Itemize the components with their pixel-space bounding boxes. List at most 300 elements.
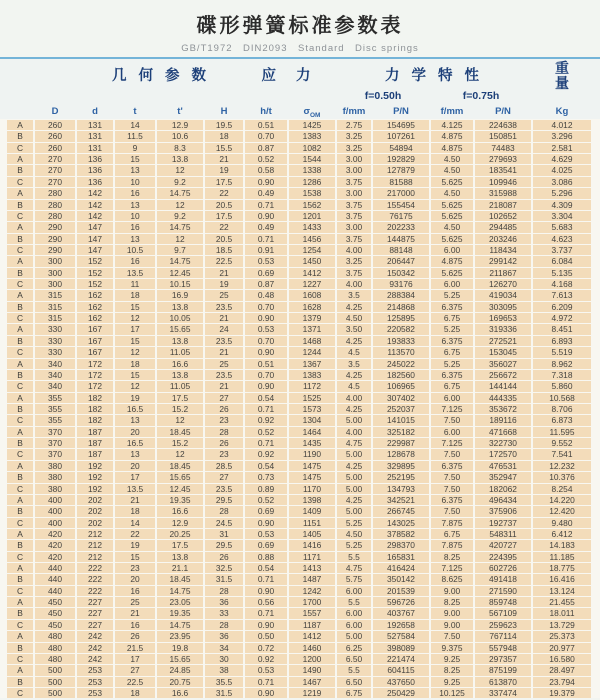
data-cell: 6.50 — [337, 677, 371, 687]
data-cell: 7.541 — [533, 449, 591, 459]
data-cell: 400 — [35, 495, 75, 505]
data-cell: 4.25 — [337, 336, 371, 346]
data-cell: 16 — [115, 586, 155, 596]
data-cell: 4.00 — [337, 279, 371, 289]
data-cell: 300 — [35, 279, 75, 289]
data-cell: 3.75 — [337, 200, 371, 210]
data-cell: 859748 — [475, 597, 531, 607]
data-cell: 1525 — [289, 393, 335, 403]
data-cell: 9.2 — [157, 177, 203, 187]
data-cell: 15 — [115, 370, 155, 380]
data-cell: 126270 — [475, 279, 531, 289]
series-label-cell: C — [7, 313, 33, 323]
data-cell: 13.124 — [533, 586, 591, 596]
data-cell: 0.71 — [245, 438, 287, 448]
data-cell: 6.873 — [533, 415, 591, 425]
data-cell: 329895 — [373, 461, 429, 471]
data-cell: 1413 — [289, 563, 335, 573]
data-cell: 6.375 — [431, 336, 473, 346]
data-cell: 353672 — [475, 404, 531, 414]
data-cell: 5.135 — [533, 268, 591, 278]
data-cell: 5.25 — [431, 324, 473, 334]
data-cell: 6.375 — [431, 461, 473, 471]
table-row — [7, 143, 591, 153]
data-cell: 6.375 — [431, 370, 473, 380]
data-cell: 0.53 — [245, 665, 287, 675]
data-cell: 9 — [115, 143, 155, 153]
data-cell: 36 — [205, 597, 243, 607]
data-cell: 5.625 — [431, 234, 473, 244]
data-cell: 315 — [35, 290, 75, 300]
data-cell: 1628 — [289, 302, 335, 312]
data-cell: 1190 — [289, 449, 335, 459]
data-cell: 13.8 — [157, 154, 203, 164]
data-cell: 12.45 — [157, 484, 203, 494]
series-label-cell: A — [7, 222, 33, 232]
data-cell: 0.48 — [245, 290, 287, 300]
data-cell: 13.729 — [533, 620, 591, 630]
table-row — [7, 279, 591, 289]
data-cell: 11.05 — [157, 347, 203, 357]
table-row — [7, 256, 591, 266]
data-cell: 4.50 — [337, 529, 371, 539]
data-cell: 272521 — [475, 336, 531, 346]
series-label-cell: A — [7, 324, 33, 334]
data-cell: 10.376 — [533, 472, 591, 482]
data-cell: 12 — [157, 165, 203, 175]
data-cell: 596726 — [373, 597, 429, 607]
series-label-cell: B — [7, 234, 33, 244]
data-cell: 6.375 — [431, 495, 473, 505]
data-cell: 10.125 — [431, 688, 473, 698]
data-cell: 203246 — [475, 234, 531, 244]
data-cell: 11.185 — [533, 552, 591, 562]
data-cell: 17 — [115, 324, 155, 334]
series-label-cell: C — [7, 415, 33, 425]
data-cell: 6.209 — [533, 302, 591, 312]
series-label-cell: C — [7, 143, 33, 153]
data-cell: 0.90 — [245, 313, 287, 323]
data-cell: 15.65 — [157, 324, 203, 334]
series-label-cell: B — [7, 540, 33, 550]
data-cell: 26 — [205, 404, 243, 414]
table-row — [7, 245, 591, 255]
data-cell: 5.00 — [337, 631, 371, 641]
data-cell: 0.51 — [245, 359, 287, 369]
table-row — [7, 120, 591, 130]
data-cell: 88148 — [373, 245, 429, 255]
data-cell: 6.00 — [431, 427, 473, 437]
data-cell: 440 — [35, 586, 75, 596]
data-cell: 31.5 — [205, 574, 243, 584]
table-row — [7, 393, 591, 403]
data-cell: 7.875 — [431, 540, 473, 550]
data-cell: 6.75 — [431, 381, 473, 391]
data-cell: 182062 — [475, 484, 531, 494]
data-cell: 1467 — [289, 677, 335, 687]
data-cell: 202233 — [373, 222, 429, 232]
data-cell: 202 — [77, 518, 113, 528]
data-cell: 1367 — [289, 359, 335, 369]
data-cell: 491418 — [475, 574, 531, 584]
series-label-cell: C — [7, 245, 33, 255]
series-label-cell: C — [7, 449, 33, 459]
data-cell: 31 — [205, 529, 243, 539]
data-cell: 17.5 — [157, 393, 203, 403]
col-header-d: d — [92, 106, 98, 117]
data-cell: 1371 — [289, 324, 335, 334]
data-cell: 167 — [77, 347, 113, 357]
data-cell: 3.00 — [337, 154, 371, 164]
data-cell: 32.5 — [205, 563, 243, 573]
data-cell: 1557 — [289, 608, 335, 618]
data-cell: 107261 — [373, 131, 429, 141]
data-cell: 12.420 — [533, 506, 591, 516]
data-cell: 15.5 — [205, 143, 243, 153]
data-cell: 167 — [77, 336, 113, 346]
data-cell: 172 — [77, 381, 113, 391]
data-cell: 224638 — [475, 120, 531, 130]
data-cell: 193833 — [373, 336, 429, 346]
data-cell: 260 — [35, 131, 75, 141]
data-cell: 1338 — [289, 165, 335, 175]
data-cell: 23 — [115, 563, 155, 573]
table-row — [7, 177, 591, 187]
table-row — [7, 336, 591, 346]
data-cell: 298370 — [373, 540, 429, 550]
data-cell: 20 — [115, 574, 155, 584]
table-row — [7, 552, 591, 562]
data-cell: 9.00 — [431, 608, 473, 618]
data-cell: 21.455 — [533, 597, 591, 607]
series-label-cell: C — [7, 620, 33, 630]
data-cell: 398089 — [373, 643, 429, 653]
data-cell: 303095 — [475, 302, 531, 312]
table-row — [7, 290, 591, 300]
data-cell: 3.304 — [533, 211, 591, 221]
data-cell: 21.5 — [115, 643, 155, 653]
data-cell: 182 — [77, 404, 113, 414]
data-cell: 16.6 — [157, 506, 203, 516]
data-cell: 142 — [77, 200, 113, 210]
data-cell: 127879 — [373, 165, 429, 175]
data-cell: 144144 — [475, 381, 531, 391]
data-cell: 12.45 — [157, 268, 203, 278]
data-cell: 548311 — [475, 529, 531, 539]
data-cell: 416424 — [373, 563, 429, 573]
data-cell: 76175 — [373, 211, 429, 221]
data-cell: 437650 — [373, 677, 429, 687]
data-cell: 4.875 — [431, 143, 473, 153]
data-cell: 420727 — [475, 540, 531, 550]
data-cell: 3.75 — [337, 268, 371, 278]
data-cell: 20.5 — [205, 200, 243, 210]
data-cell: 192 — [77, 461, 113, 471]
data-cell: 6.75 — [431, 313, 473, 323]
data-cell: 192 — [77, 472, 113, 482]
data-cell: 419034 — [475, 290, 531, 300]
data-cell: 294485 — [475, 222, 531, 232]
data-cell: 0.92 — [245, 449, 287, 459]
data-cell: 14.75 — [157, 620, 203, 630]
table-row — [7, 302, 591, 312]
data-cell: 206447 — [373, 256, 429, 266]
data-cell: 4.50 — [431, 188, 473, 198]
data-cell: 187 — [77, 427, 113, 437]
data-cell: 279693 — [475, 154, 531, 164]
data-cell: 152 — [77, 256, 113, 266]
data-cell: 23.5 — [205, 370, 243, 380]
data-cell: 1433 — [289, 222, 335, 232]
data-cell: 19.379 — [533, 688, 591, 698]
table-row — [7, 540, 591, 550]
data-cell: 252037 — [373, 404, 429, 414]
data-cell: 18.775 — [533, 563, 591, 573]
data-cell: 290 — [35, 245, 75, 255]
data-cell: 0.71 — [245, 200, 287, 210]
data-cell: 280 — [35, 211, 75, 221]
data-cell: 4.50 — [431, 154, 473, 164]
data-cell: 300 — [35, 256, 75, 266]
data-cell: 3.086 — [533, 177, 591, 187]
data-cell: 0.54 — [245, 461, 287, 471]
data-cell: 162 — [77, 313, 113, 323]
data-cell: 613870 — [475, 677, 531, 687]
data-cell: 253 — [77, 688, 113, 698]
data-cell: 8.962 — [533, 359, 591, 369]
data-cell: 7.50 — [431, 506, 473, 516]
data-cell: 5.519 — [533, 347, 591, 357]
data-cell: 18.011 — [533, 608, 591, 618]
data-cell: 270 — [35, 154, 75, 164]
data-cell: 10.6 — [157, 131, 203, 141]
data-cell: 131 — [77, 143, 113, 153]
data-cell: 1468 — [289, 336, 335, 346]
data-cell: 3.00 — [337, 188, 371, 198]
data-cell: 28 — [205, 427, 243, 437]
data-cell: 3.25 — [337, 131, 371, 141]
data-cell: 4.025 — [533, 165, 591, 175]
data-cell: 5.25 — [431, 290, 473, 300]
series-label-cell: A — [7, 154, 33, 164]
data-cell: 242 — [77, 631, 113, 641]
data-cell: 22 — [115, 529, 155, 539]
data-cell: 14.75 — [157, 188, 203, 198]
data-cell: 11.595 — [533, 427, 591, 437]
series-label-cell: A — [7, 427, 33, 437]
data-cell: 270 — [35, 165, 75, 175]
header-deflection-075: f=0.75h — [462, 90, 500, 102]
data-cell: 0.90 — [245, 586, 287, 596]
data-cell: 5.625 — [431, 211, 473, 221]
series-label-cell: A — [7, 188, 33, 198]
data-cell: 242 — [77, 654, 113, 664]
weight-char-bottom: 量 — [555, 75, 569, 91]
data-cell: 15 — [115, 552, 155, 562]
data-cell: 28 — [205, 620, 243, 630]
data-cell: 355 — [35, 415, 75, 425]
data-cell: 38 — [205, 665, 243, 675]
data-cell: 0.52 — [245, 427, 287, 437]
data-cell: 0.69 — [245, 268, 287, 278]
series-label-cell: C — [7, 381, 33, 391]
data-cell: 10.5 — [115, 245, 155, 255]
data-cell: 24.5 — [205, 518, 243, 528]
table-row — [7, 222, 591, 232]
series-label-cell: C — [7, 279, 33, 289]
data-cell: 1562 — [289, 200, 335, 210]
series-label-cell: C — [7, 518, 33, 528]
data-cell: 260 — [35, 120, 75, 130]
data-cell: 1412 — [289, 631, 335, 641]
data-cell: 440 — [35, 563, 75, 573]
series-label-cell: B — [7, 608, 33, 618]
data-cell: 6.084 — [533, 256, 591, 266]
data-cell: 16.6 — [157, 359, 203, 369]
series-label-cell: C — [7, 211, 33, 221]
data-cell: 16.416 — [533, 574, 591, 584]
data-cell: 6.00 — [337, 586, 371, 596]
data-cell: 1383 — [289, 370, 335, 380]
data-cell: 0.53 — [245, 324, 287, 334]
data-cell: 6.50 — [337, 654, 371, 664]
data-cell: 0.90 — [245, 381, 287, 391]
series-label-cell: A — [7, 563, 33, 573]
data-cell: 9.7 — [157, 245, 203, 255]
data-cell: 1475 — [289, 472, 335, 482]
series-label-cell: B — [7, 677, 33, 687]
data-cell: 17.5 — [205, 211, 243, 221]
data-cell: 242 — [77, 643, 113, 653]
col-header-f-mm-075: f/mm — [440, 106, 464, 117]
data-cell: 0.73 — [245, 472, 287, 482]
data-cell: 315988 — [475, 188, 531, 198]
header-deflection-050: f=0.50h — [364, 90, 402, 102]
data-cell: 4.00 — [337, 245, 371, 255]
data-cell: 4.875 — [431, 131, 473, 141]
data-cell: 1490 — [289, 665, 335, 675]
data-cell: 136 — [77, 177, 113, 187]
page-title: 碟形弹簧标准参数表 — [196, 13, 404, 37]
data-cell: 18 — [205, 131, 243, 141]
data-cell: 8.25 — [431, 552, 473, 562]
data-cell: 12.232 — [533, 461, 591, 471]
data-cell: 20.75 — [157, 677, 203, 687]
data-cell: 400 — [35, 518, 75, 528]
data-cell: 7.125 — [431, 563, 473, 573]
series-label-cell: A — [7, 393, 33, 403]
data-cell: 875199 — [475, 665, 531, 675]
table-row — [7, 370, 591, 380]
data-cell: 1219 — [289, 688, 335, 698]
data-cell: 476531 — [475, 461, 531, 471]
series-label-cell: C — [7, 552, 33, 562]
data-cell: 0.70 — [245, 302, 287, 312]
header-group-stress: 应 力 — [261, 68, 319, 84]
data-cell: 211867 — [475, 268, 531, 278]
data-cell: 9.00 — [431, 586, 473, 596]
data-cell: 3.5 — [337, 290, 371, 300]
data-cell: 5.00 — [337, 472, 371, 482]
data-cell: 330 — [35, 336, 75, 346]
data-cell: 222 — [77, 574, 113, 584]
data-cell: 15.2 — [157, 404, 203, 414]
data-cell: 527584 — [373, 631, 429, 641]
table-row — [7, 563, 591, 573]
table-row — [7, 381, 591, 391]
data-cell: 1398 — [289, 495, 335, 505]
data-cell: 154695 — [373, 120, 429, 130]
data-cell: 340 — [35, 381, 75, 391]
data-cell: 350142 — [373, 574, 429, 584]
data-cell: 1254 — [289, 245, 335, 255]
data-cell: 5.296 — [533, 188, 591, 198]
series-label-cell: B — [7, 643, 33, 653]
data-cell: 172 — [77, 370, 113, 380]
data-cell: 260 — [35, 143, 75, 153]
data-cell: 221474 — [373, 654, 429, 664]
data-cell: 7.50 — [431, 631, 473, 641]
data-cell: 444335 — [475, 393, 531, 403]
data-cell: 54894 — [373, 143, 429, 153]
data-cell: 23.5 — [205, 484, 243, 494]
data-cell: 6.25 — [337, 643, 371, 653]
data-cell: 5.860 — [533, 381, 591, 391]
data-cell: 147 — [77, 234, 113, 244]
data-cell: 13.8 — [157, 302, 203, 312]
data-cell: 2.581 — [533, 143, 591, 153]
weight-char-top: 重 — [555, 60, 569, 76]
data-cell: 167 — [77, 324, 113, 334]
data-cell: 1304 — [289, 415, 335, 425]
data-cell: 169653 — [475, 313, 531, 323]
data-cell: 6.00 — [337, 620, 371, 630]
data-cell: 1544 — [289, 154, 335, 164]
data-cell: 12 — [115, 381, 155, 391]
data-cell: 5.00 — [337, 449, 371, 459]
data-cell: 6.75 — [431, 529, 473, 539]
data-cell: 0.87 — [245, 143, 287, 153]
data-cell: 337474 — [475, 688, 531, 698]
data-cell: 3.75 — [337, 234, 371, 244]
data-cell: 1412 — [289, 268, 335, 278]
data-cell: 6.375 — [431, 302, 473, 312]
table-row — [7, 472, 591, 482]
data-cell: 1456 — [289, 234, 335, 244]
data-cell: 8.25 — [431, 597, 473, 607]
data-cell: 5.625 — [431, 177, 473, 187]
data-cell: 0.90 — [245, 518, 287, 528]
data-cell: 271590 — [475, 586, 531, 596]
data-cell: 222 — [77, 586, 113, 596]
data-cell: 14 — [115, 518, 155, 528]
series-label-cell: A — [7, 256, 33, 266]
data-cell: 12 — [115, 313, 155, 323]
data-cell: 14.183 — [533, 540, 591, 550]
data-cell: 11.05 — [157, 381, 203, 391]
data-cell: 0.90 — [245, 688, 287, 698]
data-cell: 0.90 — [245, 211, 287, 221]
data-cell: 0.53 — [245, 529, 287, 539]
data-cell: 0.88 — [245, 552, 287, 562]
data-cell: 27 — [205, 472, 243, 482]
data-cell: 16.5 — [115, 438, 155, 448]
data-cell: 0.91 — [245, 245, 287, 255]
table-row — [7, 404, 591, 414]
data-cell: 0.71 — [245, 234, 287, 244]
data-cell: 500 — [35, 677, 75, 687]
data-cell: 29.5 — [205, 495, 243, 505]
